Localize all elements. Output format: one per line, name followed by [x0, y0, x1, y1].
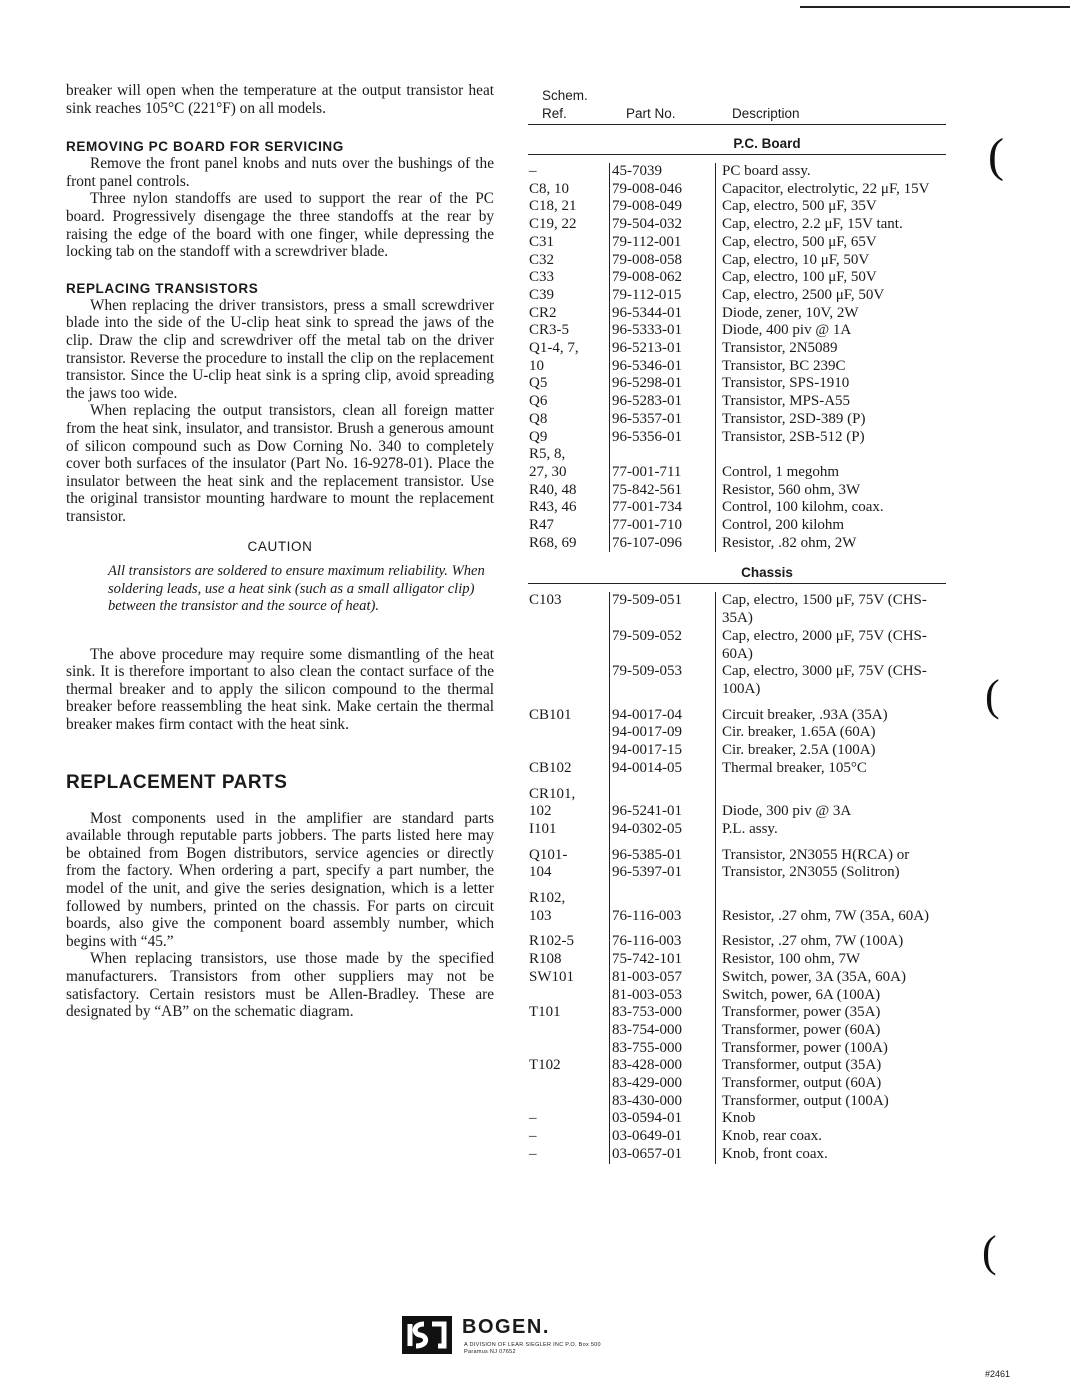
ref-cell: Q9 — [529, 428, 548, 445]
table-row — [527, 393, 947, 411]
caution-text: All transistors are soldered to ensure maximum reliability. When soldering leads, use a heat sink (such as a small alligator clip) between the transistor and the source of heat). — [108, 563, 485, 615]
part-number-cell: 83-429-000 — [612, 1075, 682, 1092]
table-row — [527, 499, 947, 517]
part-number-cell: 96-5356-01 — [612, 428, 682, 445]
table-row — [527, 517, 947, 535]
ref-cell: R102, — [529, 890, 566, 907]
description-cell: Resistor, 560 ohm, 3W — [722, 481, 861, 498]
procedure-paragraph: The above procedure may require some dismantling of the heat sink. It is therefore important to also clean the contact surface of the thermal breaker and to apply the silicon compound to the thermal breaker before reassembling the heat sink. Make certain the thermal breaker makes firm contact with the heat sink. — [66, 645, 494, 734]
part-number-cell: 03-0649-01 — [612, 1128, 682, 1145]
header-schem: Schem. — [542, 88, 588, 103]
table-row — [527, 1110, 947, 1128]
description-cell: Cap, electro, 500 μF, 35V — [722, 198, 877, 215]
description-cell: Capacitor, electrolytic, 22 μF, 15V — [722, 180, 930, 197]
ref-cell: Q6 — [529, 393, 548, 410]
left-column — [66, 82, 494, 1021]
table-row — [527, 951, 947, 969]
part-number-cell: 77-001-734 — [612, 499, 682, 516]
description-cell: Switch, power, 6A (100A) — [722, 986, 881, 1003]
header-description: Description — [732, 106, 800, 121]
ref-cell: 104 — [529, 864, 552, 881]
part-number-cell: 94-0017-04 — [612, 706, 682, 723]
top-rule — [800, 6, 1070, 8]
margin-mark: ( — [985, 671, 1000, 720]
ref-cell: T102 — [529, 1057, 561, 1074]
margin-mark: ( — [988, 129, 1004, 182]
part-number-cell: 96-5333-01 — [612, 322, 682, 339]
part-number-cell: 03-0657-01 — [612, 1145, 682, 1162]
logo-subtitle: A DIVISION OF LEAR SIEGLER INC P.O. Box 500 Paramus NJ 07652 — [464, 1342, 601, 1355]
table-row — [527, 287, 947, 305]
table-row — [527, 1022, 947, 1040]
table-row — [527, 742, 947, 760]
description-cell: Cap, electro, 1500 μF, 75V (CHS-35A) — [722, 592, 927, 627]
part-number-cell: 96-5397-01 — [612, 864, 682, 881]
table-row — [527, 803, 947, 821]
description-cell: Resistor, .82 ohm, 2W — [722, 534, 857, 551]
description-cell: Knob — [722, 1110, 756, 1127]
table-row — [527, 969, 947, 987]
part-number-cell: 94-0017-09 — [612, 724, 682, 741]
intro-paragraph: breaker will open when the temperature at the output transistor heat sink reaches 105°C (221°F) on all models. — [66, 82, 494, 117]
ref-cell: I101 — [529, 820, 557, 837]
description-cell: PC board assy. — [722, 163, 811, 179]
ref-cell: CR3-5 — [529, 322, 570, 339]
description-cell: Thermal breaker, 105°C — [722, 759, 867, 776]
table-row — [527, 864, 947, 882]
part-number-cell: 79-008-049 — [612, 198, 682, 215]
description-cell: Cap, electro, 2000 μF, 75V (CHS-60A) — [722, 627, 927, 662]
description-cell: Transformer, power (60A) — [722, 1021, 881, 1038]
ref-cell: R43, 46 — [529, 499, 577, 516]
margin-mark: ( — [982, 1227, 997, 1276]
description-cell: Cap, electro, 100 μF, 50V — [722, 269, 877, 286]
table-row — [527, 198, 947, 216]
table-row — [527, 446, 947, 464]
ref-cell: – — [529, 1128, 537, 1145]
table-row — [527, 358, 947, 376]
table-row — [527, 322, 947, 340]
description-cell: Knob, front coax. — [722, 1145, 828, 1162]
table-header — [527, 84, 947, 124]
ref-cell: Q5 — [529, 375, 548, 392]
table-row — [527, 234, 947, 252]
ref-cell: CB101 — [529, 706, 572, 723]
table-row — [527, 1128, 947, 1146]
description-cell: Transistor, 2SB-512 (P) — [722, 428, 865, 445]
part-number-cell: 83-430-000 — [612, 1092, 682, 1109]
table-row — [527, 1057, 947, 1075]
table-row — [527, 821, 947, 839]
removing-pc-board-heading: REMOVING PC BOARD FOR SERVICING — [66, 139, 344, 155]
part-number-cell: 94-0014-05 — [612, 759, 682, 776]
table-row — [527, 340, 947, 358]
description-cell: Transformer, power (100A) — [722, 1039, 888, 1056]
part-number-cell: 77-001-710 — [612, 517, 682, 534]
ref-cell: CB102 — [529, 759, 572, 776]
part-number-cell: 96-5298-01 — [612, 375, 682, 392]
replacing-transistors-heading: REPLACING TRANSISTORS — [66, 280, 259, 296]
parts-paragraph-1: Most components used in the amplifier are standard parts available through reputable parts jobbers. The parts listed here may be obtained from Bogen distributors, service agencies or directly from the factory. When ordering a part, specify a part number, the model of the unit, and give the series designation, which is a letter followed by numbers, printed on the chassis. For parts on circuit boards, also give the component board assembly number, which begins with “45.” — [66, 809, 494, 950]
removing-paragraph-1: Remove the front panel knobs and nuts over the bushings of the front panel controls. — [66, 155, 494, 190]
table-row — [527, 1040, 947, 1058]
removing-paragraph-2: Three nylon standoffs are used to support the rear of the PC board. Progressively disengage the three standoffs at the rear by raising the edge of the board with one finger, while depressing the locking tab on the standoff with a screwdriver blade. — [66, 190, 494, 261]
description-cell: Cir. breaker, 1.65A (60A) — [722, 724, 876, 741]
ref-cell: CR101, — [529, 785, 576, 802]
table-row — [527, 482, 947, 500]
ref-cell: Q8 — [529, 410, 548, 427]
part-number-cell: 81-003-053 — [612, 986, 682, 1003]
page-number: #2461 — [985, 1369, 1011, 1379]
ref-cell: C103 — [529, 592, 562, 609]
header-part-no: Part No. — [626, 106, 676, 121]
description-cell: Transistor, 2N3055 H(RCA) or — [722, 846, 910, 863]
ref-cell: C19, 22 — [529, 216, 577, 233]
table-row — [527, 252, 947, 270]
replacement-parts-heading: REPLACEMENT PARTS — [66, 771, 288, 793]
description-cell: Cap, electro, 2.2 μF, 15V tant. — [722, 216, 903, 233]
description-cell: Transformer, output (60A) — [722, 1075, 882, 1092]
part-number-cell: 83-755-000 — [612, 1039, 682, 1056]
part-number-cell: 79-509-052 — [612, 627, 682, 644]
ref-cell: C39 — [529, 286, 555, 303]
table-row — [527, 1093, 947, 1111]
table-row — [527, 1146, 947, 1164]
part-number-cell: 45-7039 — [612, 163, 662, 179]
description-cell: Circuit breaker, .93A (35A) — [722, 706, 888, 723]
ref-cell: T101 — [529, 1004, 561, 1021]
part-number-cell: 77-001-711 — [612, 463, 682, 480]
description-cell: Transformer, power (35A) — [722, 1004, 881, 1021]
description-cell: Cap, electro, 500 μF, 65V — [722, 233, 877, 250]
part-number-cell: 79-504-032 — [612, 216, 682, 233]
table-row — [527, 933, 947, 951]
ref-cell: 27, 30 — [529, 463, 567, 480]
description-cell: Transistor, 2N5089 — [722, 340, 838, 357]
parts-paragraph-2: When replacing transistors, use those made by the specified manufacturers. Transistors from other suppliers may not be satisfactory. Certain resistors must be Allen-Bradley. These are designated by “AB” on the schematic diagram. — [66, 950, 494, 1021]
ref-cell: C8, 10 — [529, 180, 570, 197]
logo-word: BOGEN. — [462, 1316, 550, 1338]
table-row — [527, 305, 947, 323]
ref-cell: R40, 48 — [529, 481, 577, 498]
description-cell: Transformer, output (35A) — [722, 1057, 882, 1074]
replacing-paragraph-1: When replacing the driver transistors, press a small screwdriver blade into the side of the U-clip heat sink to spread the jaws of the clip. Draw the clip and screwdriver off the metal tab on the driver transistor. Reverse the procedure to install the clip on the replacement transistor. Since the U-clip heat sink is a spring clip, avoid spreading the jaws too wide. — [66, 296, 494, 402]
ref-cell: 103 — [529, 907, 552, 924]
table-row — [527, 908, 947, 926]
table-row — [527, 269, 947, 287]
part-number-cell: 75-842-561 — [612, 481, 682, 498]
ref-cell: R47 — [529, 517, 555, 534]
description-cell: Resistor, .27 ohm, 7W (100A) — [722, 933, 904, 950]
chassis-table — [527, 592, 947, 1163]
part-number-cell: 83-428-000 — [612, 1057, 682, 1074]
chassis-title: Chassis — [741, 565, 793, 581]
table-row — [527, 535, 947, 553]
description-cell: Resistor, .27 ohm, 7W (35A, 60A) — [722, 907, 930, 924]
part-number-cell: 96-5357-01 — [612, 410, 682, 427]
table-row — [527, 375, 947, 393]
part-number-cell: 76-107-096 — [612, 534, 682, 551]
table-row — [527, 760, 947, 778]
pc-board-title: P.C. Board — [733, 136, 801, 151]
ref-cell: Q1-4, 7, — [529, 340, 579, 357]
description-cell: Transistor, SPS-1910 — [722, 375, 850, 392]
ref-cell: – — [529, 1145, 537, 1162]
ref-cell: 10 — [529, 357, 544, 374]
description-cell: Knob, rear coax. — [722, 1128, 822, 1145]
pc-board-table — [527, 163, 947, 552]
description-cell: P.L. assy. — [722, 820, 778, 837]
ref-cell: R102-5 — [529, 933, 574, 950]
part-number-cell: 76-116-003 — [612, 933, 682, 950]
ref-cell: R68, 69 — [529, 534, 577, 551]
table-row — [527, 1004, 947, 1022]
description-cell: Transistor, 2N3055 (Solitron) — [722, 864, 900, 881]
caution-heading: CAUTION — [247, 539, 313, 555]
replacing-paragraph-2: When replacing the output transistors, clean all foreign matter from the heat sink, insulator, and transistor. Brush a generous amount of silicon compound such as Dow Corning No. 340 to completely cover both surfaces of the insulator (Part No. 16-9278-01). Place the insulator between the heat sink and the replacement transistor. Use the original transistor mounting hardware to mount the replacement transistor. — [66, 402, 494, 525]
pc-board-rule — [528, 154, 946, 155]
header-ref: Ref. — [542, 106, 567, 121]
ref-cell: SW101 — [529, 968, 574, 985]
description-cell: Cir. breaker, 2.5A (100A) — [722, 742, 876, 759]
ref-cell: – — [529, 1110, 537, 1127]
description-cell: Diode, zener, 10V, 2W — [722, 304, 859, 321]
ref-cell: CR2 — [529, 304, 557, 321]
part-number-cell: 79-008-046 — [612, 180, 682, 197]
ref-cell: – — [529, 163, 537, 179]
description-cell: Resistor, 100 ohm, 7W — [722, 951, 861, 968]
part-number-cell: 75-742-101 — [612, 951, 682, 968]
table-row — [527, 163, 947, 181]
part-number-cell: 79-008-058 — [612, 251, 682, 268]
table-row — [527, 429, 947, 447]
part-number-cell: 94-0017-15 — [612, 742, 682, 759]
description-cell: Switch, power, 3A (35A, 60A) — [722, 968, 906, 985]
table-row — [527, 592, 947, 627]
ref-cell: 102 — [529, 803, 552, 820]
bogen-logo-mark-icon — [402, 1312, 454, 1356]
part-number-cell: 81-003-057 — [612, 968, 682, 985]
table-row — [527, 847, 947, 865]
parts-table — [527, 84, 947, 1164]
part-number-cell: 96-5241-01 — [612, 803, 682, 820]
ref-cell: C32 — [529, 251, 555, 268]
part-number-cell: 79-509-053 — [612, 663, 682, 680]
part-number-cell: 96-5283-01 — [612, 393, 682, 410]
description-cell: Cap, electro, 2500 μF, 50V — [722, 286, 885, 303]
ref-cell: C31 — [529, 233, 555, 250]
table-row — [527, 1075, 947, 1093]
description-cell: Transistor, BC 239C — [722, 357, 846, 374]
part-number-cell: 79-509-051 — [612, 592, 682, 609]
table-row — [527, 663, 947, 698]
part-number-cell: 83-754-000 — [612, 1021, 682, 1038]
table-row — [527, 890, 947, 908]
table-row — [527, 628, 947, 663]
part-number-cell: 79-112-001 — [612, 233, 682, 250]
ref-cell: C18, 21 — [529, 198, 577, 215]
part-number-cell: 96-5344-01 — [612, 304, 682, 321]
part-number-cell: 76-116-003 — [612, 907, 682, 924]
part-number-cell: 83-753-000 — [612, 1004, 682, 1021]
description-cell: Transformer, output (100A) — [722, 1092, 889, 1109]
chassis-rule — [528, 583, 946, 584]
table-row — [527, 216, 947, 234]
table-row — [527, 411, 947, 429]
part-number-cell: 96-5213-01 — [612, 340, 682, 357]
table-row — [527, 707, 947, 725]
part-number-cell: 96-5385-01 — [612, 846, 682, 863]
description-cell: Control, 200 kilohm — [722, 517, 845, 534]
description-cell: Control, 100 kilohm, coax. — [722, 499, 884, 516]
table-row — [527, 724, 947, 742]
ref-cell: R5, 8, — [529, 446, 566, 463]
description-cell: Cap, electro, 10 μF, 50V — [722, 251, 870, 268]
part-number-cell: 96-5346-01 — [612, 357, 682, 374]
part-number-cell: 79-008-062 — [612, 269, 682, 286]
ref-cell: C33 — [529, 269, 555, 286]
table-row — [527, 464, 947, 482]
description-cell: Diode, 400 piv @ 1A — [722, 322, 852, 339]
description-cell: Transistor, MPS-A55 — [722, 393, 851, 410]
table-row — [527, 786, 947, 804]
part-number-cell: 79-112-015 — [612, 286, 682, 303]
ref-cell: R108 — [529, 951, 562, 968]
ref-cell: Q101- — [529, 846, 568, 863]
part-number-cell: 94-0302-05 — [612, 820, 682, 837]
description-cell: Cap, electro, 3000 μF, 75V (CHS-100A) — [722, 663, 927, 697]
part-number-cell: 03-0594-01 — [612, 1110, 682, 1127]
bogen-logo — [402, 1312, 602, 1360]
description-cell: Diode, 300 piv @ 3A — [722, 803, 852, 820]
table-row — [527, 181, 947, 199]
description-cell: Control, 1 megohm — [722, 463, 840, 480]
table-row — [527, 987, 947, 1005]
description-cell: Transistor, 2SD-389 (P) — [722, 410, 866, 427]
